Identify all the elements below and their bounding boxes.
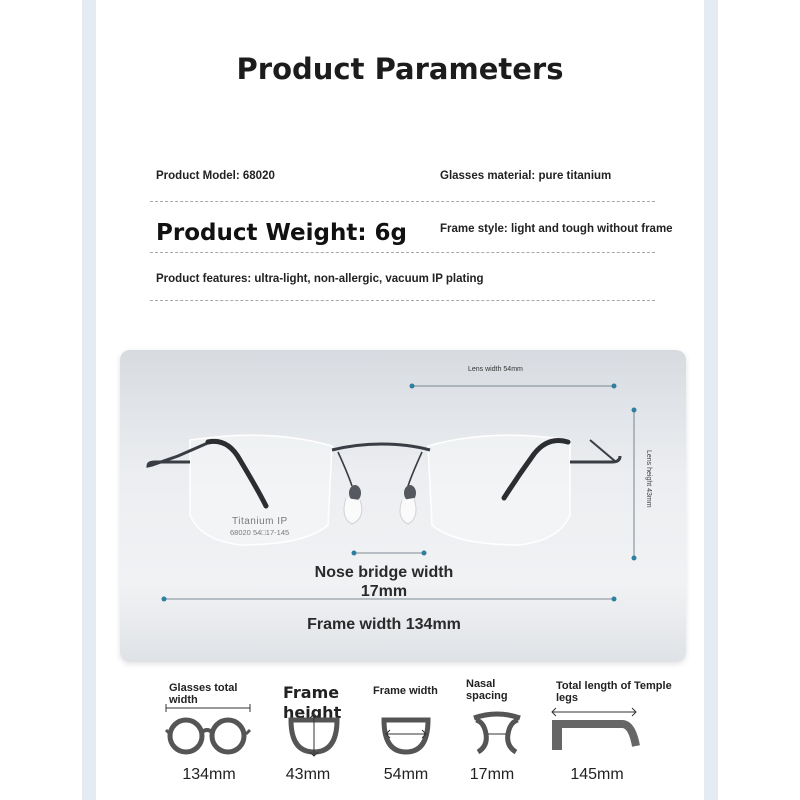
nose-bridge-value: 17mm xyxy=(360,583,408,600)
right-lens xyxy=(428,435,570,545)
left-nose-pad xyxy=(349,485,361,501)
frame-width-label: Frame width 134mm xyxy=(307,616,461,633)
divider xyxy=(150,201,655,202)
frame-width-lens-icon xyxy=(378,700,434,760)
divider xyxy=(150,300,655,301)
lens-height-label: Lens height 43mm xyxy=(645,450,652,508)
spec-label-frame-height: Frame height xyxy=(283,683,342,722)
page-title: Product Parameters xyxy=(236,52,564,86)
nose-bridge-icon xyxy=(472,700,522,760)
spec-value-nasal-spacing: 17mm xyxy=(469,766,515,783)
product-model: Product Model: 68020 xyxy=(156,170,275,182)
lens-width-label: Lens width 54mm xyxy=(468,366,523,373)
spec-value-total-width: 134mm xyxy=(182,766,236,783)
temple-leg-icon xyxy=(548,700,640,760)
spec-value-temple-length: 145mm xyxy=(570,766,624,783)
spec-value-frame-height: 43mm xyxy=(285,766,331,783)
spec-label-nasal-spacing: Nasal spacing xyxy=(466,678,508,702)
product-features: Product features: ultra-light, non-allergic, vacuum IP plating xyxy=(156,273,484,285)
nose-bridge-label: Nose bridge width xyxy=(314,564,454,581)
total-width-glasses-icon xyxy=(164,700,254,760)
bridge-wire xyxy=(332,444,430,450)
spec-label-total-width: Glasses total width xyxy=(169,682,238,706)
spec-label-frame-width: Frame width xyxy=(373,685,438,697)
spec-label-temple-length: Total length of Temple legs xyxy=(556,680,672,704)
divider xyxy=(150,252,655,253)
left-side-band xyxy=(82,0,96,800)
lens-engraving-brand: Titanium IP xyxy=(232,516,288,527)
glasses-material: Glasses material: pure titanium xyxy=(440,170,612,182)
frame-style: Frame style: light and tough without frame xyxy=(440,223,673,235)
lens-engraving-size: 68020 54□17-145 xyxy=(230,528,290,537)
product-weight: Product Weight: 6g xyxy=(156,220,408,246)
spec-value-frame-width: 54mm xyxy=(383,766,429,783)
frame-height-lens-icon xyxy=(287,700,341,760)
right-side-band xyxy=(704,0,718,800)
